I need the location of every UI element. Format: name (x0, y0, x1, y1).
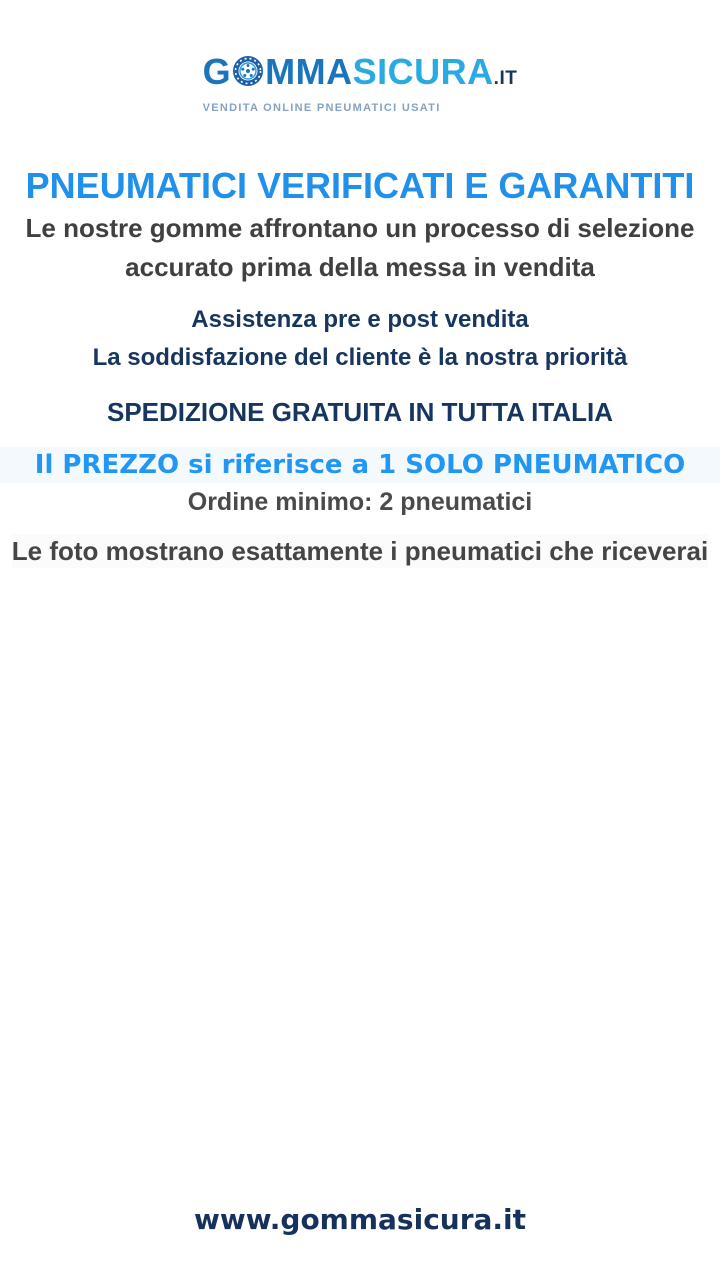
satisfaction-line: La soddisfazione del cliente è la nostra priorità (92, 344, 628, 371)
minimum-order-line: Ordine minimo: 2 pneumatici (187, 488, 533, 516)
logo-text-it: .IT (493, 68, 518, 89)
logo-text-sicura: SICURA (352, 51, 494, 92)
logo-text-mma: MMA (265, 51, 353, 92)
tire-wheel-icon (232, 55, 264, 95)
logo (203, 52, 518, 114)
free-shipping-line: SPEDIZIONE GRATUITA IN TUTTA ITALIA (107, 397, 613, 427)
header (0, 52, 720, 116)
logo-wordmark (203, 52, 518, 99)
selection-process-line1: Le nostre gomme affrontano un processo di selezione (25, 213, 695, 243)
photos-note-line: Le foto mostrano esattamente i pneumatici che riceverai (11, 536, 709, 566)
logo-tagline: VENDITA ONLINE PNEUMATICI USATI (202, 102, 441, 114)
assistance-line: Assistenza pre e post vendita (191, 306, 529, 333)
headline-verified-guaranteed: PNEUMATICI VERIFICATI E GARANTITI (25, 165, 695, 206)
logo-text-g: G (202, 51, 232, 92)
footer-website-url[interactable]: www.gommasicura.it (193, 1203, 527, 1236)
price-notice-line: Il PREZZO si riferisce a 1 SOLO PNEUMATICO (0, 447, 720, 483)
selection-process-line2: accurato prima della messa in vendita (125, 252, 595, 282)
